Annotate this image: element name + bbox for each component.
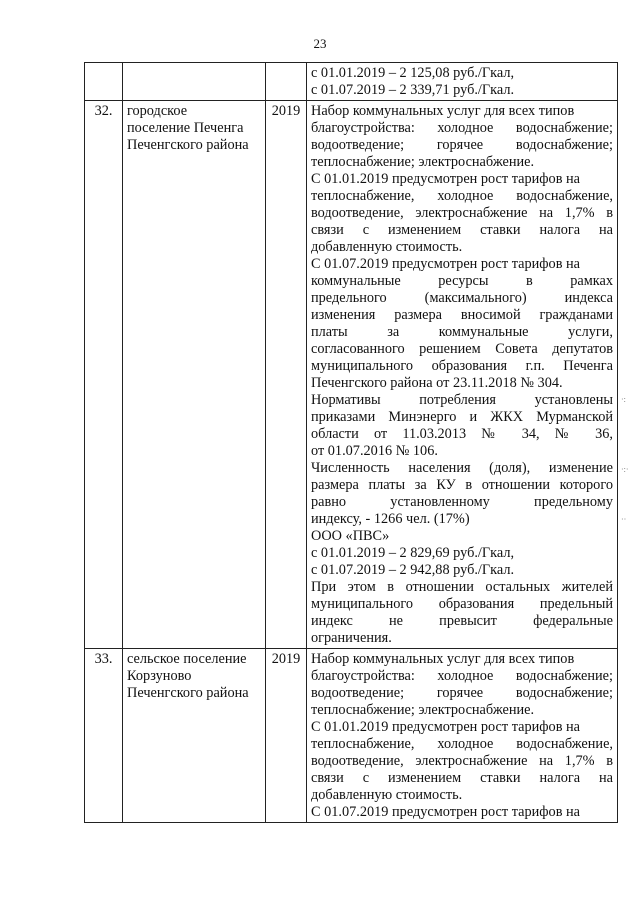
description-line: водоотведение; горячее водоснабжение; <box>311 685 613 701</box>
page-number: 23 <box>313 36 327 51</box>
description-line: области от 11.03.2013 № 34, № 36, <box>311 426 613 442</box>
description-line: изменения размера вносимой гражданами <box>311 307 613 323</box>
description-line: теплоснабжение, холодное водоснабжение, <box>311 188 613 204</box>
municipality-name-line: Печенгского района <box>127 685 249 701</box>
description-line: Печенгского района от 23.11.2018 № 304. <box>311 375 563 391</box>
description-line: Численность населения (доля), изменение <box>311 460 613 476</box>
description-line: коммунальные ресурсы в рамках <box>311 273 613 289</box>
description-line: предельного (максимального) индекса <box>311 290 613 306</box>
description-line: Набор коммунальных услуг для всех типов <box>311 651 575 667</box>
row-number: 33. <box>85 649 123 823</box>
description-line: связи с изменением ставки налога на <box>311 222 613 238</box>
description-line: от 01.07.2016 № 106. <box>311 443 438 459</box>
table-row <box>85 63 618 101</box>
year-cell: 2019 <box>266 649 307 823</box>
row-number <box>85 63 123 101</box>
municipality-name-line: Корзуново <box>127 668 192 684</box>
scan-mark: ·: <box>621 395 626 404</box>
description-line: С 01.07.2019 предусмотрен рост тарифов на <box>311 804 581 820</box>
municipality-name-line: сельское поселение <box>127 651 247 667</box>
description-line: платы за коммунальные услуги, <box>311 324 613 340</box>
description-line: Набор коммунальных услуг для всех типов <box>311 103 575 119</box>
description-line: теплоснабжение; электроснабжение. <box>311 702 535 718</box>
description-line: При этом в отношении остальных жителей <box>311 579 613 595</box>
scan-mark: ·:· <box>621 465 629 474</box>
description-line: С 01.01.2019 предусмотрен рост тарифов на <box>311 171 581 187</box>
description-cell <box>307 101 618 649</box>
row-number: 32. <box>85 101 123 649</box>
description-line: водоотведение, электроснабжение на 1,7% в <box>311 753 613 769</box>
description-line: теплоснабжение, холодное водоснабжение, <box>311 736 613 752</box>
description-line: муниципального образования предельный <box>311 596 613 612</box>
year-cell: 2019 <box>266 101 307 649</box>
year-cell <box>266 63 307 101</box>
description-line: с 01.01.2019 – 2 829,69 руб./Гкал, <box>311 545 515 561</box>
description-cell <box>307 63 618 101</box>
description-line: равно установленному предельному <box>311 494 613 510</box>
municipality-name <box>123 101 266 649</box>
description-line: приказами Минэнерго и ЖКХ Мурманской <box>311 409 613 425</box>
description-line: ограничения. <box>311 630 392 646</box>
description-line: ООО «ПВС» <box>311 528 390 544</box>
description-line: с 01.01.2019 – 2 125,08 руб./Гкал, <box>311 65 515 81</box>
description-line: водоотведение, электроснабжение на 1,7% в <box>311 205 613 221</box>
tariff-table <box>84 62 618 823</box>
description-line: добавленную стоимость. <box>311 239 463 255</box>
municipality-name-line: поселение Печенга <box>127 120 244 136</box>
description-line: благоустройства: холодное водоснабжение; <box>311 120 613 136</box>
municipality-name <box>123 649 266 823</box>
description-line: С 01.07.2019 предусмотрен рост тарифов на <box>311 256 581 272</box>
description-line: водоотведение; горячее водоснабжение; <box>311 137 613 153</box>
description-line: размера платы за КУ в отношении которого <box>311 477 613 493</box>
description-line: согласованного решением Совета депутатов <box>311 341 613 357</box>
description-line: добавленную стоимость. <box>311 787 463 803</box>
description-line: благоустройства: холодное водоснабжение; <box>311 668 613 684</box>
description-line: Нормативы потребления установлены <box>311 392 613 408</box>
description-cell <box>307 649 618 823</box>
description-line: индексу, - 1266 чел. (17%) <box>311 511 470 527</box>
municipality-name-line: городское <box>127 103 188 119</box>
table-row <box>85 101 618 649</box>
description-line: теплоснабжение; электроснабжение. <box>311 154 535 170</box>
description-line: муниципального образования г.п. Печенга <box>311 358 613 374</box>
description-line: С 01.01.2019 предусмотрен рост тарифов на <box>311 719 581 735</box>
scan-mark: ·· <box>621 515 627 524</box>
description-line: с 01.07.2019 – 2 942,88 руб./Гкал. <box>311 562 515 578</box>
municipality-name <box>123 63 266 101</box>
municipality-name-line: Печенгского района <box>127 137 249 153</box>
description-line: индекс не превысит федеральные <box>311 613 613 629</box>
description-line: с 01.07.2019 – 2 339,71 руб./Гкал. <box>311 82 515 98</box>
table-row <box>85 649 618 823</box>
description-line: связи с изменением ставки налога на <box>311 770 613 786</box>
